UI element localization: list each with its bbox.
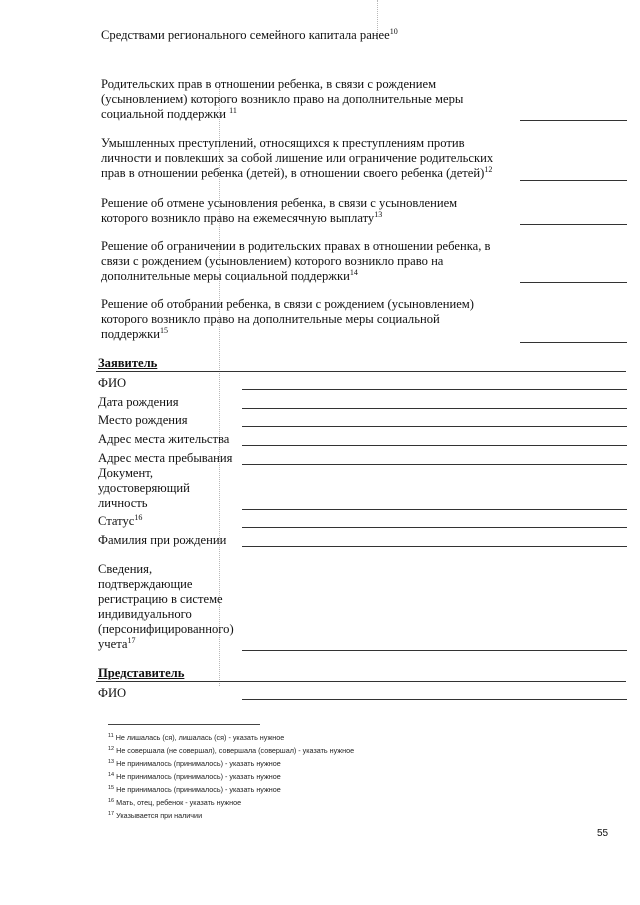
applicant-label-id-document-line-2: личность [98,496,148,510]
item-1-line-2: социальной поддержки $^{11}$ [101,106,237,121]
applicant-status-line[interactable] [242,527,627,528]
applicant-label-status: Статус$^{16}$ [98,513,143,528]
applicant-label-fio: ФИО [98,376,127,390]
applicant-label-stay-address: Адрес места пребывания [98,451,233,465]
applicant-registration-line[interactable] [242,650,627,651]
item-5-answer-line[interactable] [520,342,627,343]
applicant-label-id-document-line-1: удостоверяющий [98,481,190,495]
applicant-birth-date-line[interactable] [242,408,627,409]
applicant-id-document-line[interactable] [242,509,627,510]
item-5-line-1: которого возникло право на дополнительные меры социальной [101,312,440,326]
representative-heading: Представитель [98,666,185,680]
applicant-label-birth-place: Место рождения [98,413,188,427]
applicant-label-registration-line-4: (персонифицированного) [98,622,234,636]
footnote-11: $^{11}$ Не лишалась (ся), лишалась (ся) - указать нужное [108,733,285,742]
applicant-stay-address-line[interactable] [242,464,627,465]
item-1-answer-line[interactable] [520,120,627,121]
item-0-line-0: Средствами регионального семейного капитала ранее$^{10}$ [101,27,398,42]
applicant-label-id-document-line-0: Документ, [98,466,153,480]
applicant-label-registration-line-5: учета$^{17}$ [98,636,136,651]
item-4-line-2: дополнительные меры социальной поддержки$^{14}$ [101,268,358,283]
representative-label-fio: ФИО [98,686,127,700]
item-5-line-0: Решение об отобрании ребенка, в связи с рождением (усыновлением) [101,297,474,311]
item-1-line-0: Родительских прав в отношении ребенка, в связи с рождением [101,77,437,91]
item-2-line-2: прав в отношении ребенка (детей), в отношении своего ребенка (детей)$^{12}$ [101,165,493,180]
item-2-answer-line[interactable] [520,180,627,181]
applicant-label-registration-line-1: подтверждающие [98,577,193,591]
item-3-line-0: Решение об отмене усыновления ребенка, в связи с усыновлением [101,196,458,210]
applicant-label-residence-address: Адрес места жительства [98,432,230,446]
applicant-label-birth-date: Дата рождения [98,395,179,409]
page-number: 55 [597,828,609,839]
item-2-line-0: Умышленных преступлений, относящихся к преступлениям против [101,136,465,150]
applicant-heading: Заявитель [98,356,158,370]
footnote-17: $^{17}$ Указывается при наличии [108,811,203,820]
applicant-label-registration-line-2: регистрацию в системе [98,592,223,606]
applicant-birth-surname-line[interactable] [242,546,627,547]
representative-section-rule [96,681,626,682]
representative-fio-line[interactable] [242,699,627,700]
applicant-section-rule [96,371,626,372]
applicant-fio-line[interactable] [242,389,627,390]
footnote-13: $^{13}$ Не принималось (принималось) - указать нужное [108,759,281,768]
item-4-line-1: связи с рождением (усыновлением) которого возникло право на [101,254,444,268]
item-1-line-1: (усыновлением) которого возникло право на дополнительные меры [101,92,464,106]
item-3-line-1: которого возникло право на ежемесячную выплату$^{13}$ [101,210,383,225]
footnote-separator [108,724,260,725]
item-4-line-0: Решение об ограничении в родительских правах в отношении ребенка, в [101,239,491,253]
item-3-answer-line[interactable] [520,224,627,225]
applicant-label-registration-line-3: индивидуального [98,607,192,621]
applicant-label-registration-line-0: Сведения, [98,562,153,576]
applicant-birth-place-line[interactable] [242,426,627,427]
footnote-16: $^{16}$ Мать, отец, ребенок - указать нужное [108,798,242,807]
footnote-15: $^{15}$ Не принималось (принималось) - указать нужное [108,785,281,794]
footnote-12: $^{12}$ Не совершала (не совершал), совершала (совершал) - указать нужное [108,746,355,755]
item-4-answer-line[interactable] [520,282,627,283]
footnote-14: $^{14}$ Не принималось (принималось) - указать нужное [108,772,281,781]
applicant-label-birth-surname: Фамилия при рождении [98,533,227,547]
applicant-residence-address-line[interactable] [242,445,627,446]
item-5-line-2: поддержки$^{15}$ [101,326,168,341]
item-2-line-1: личности и повлекших за собой лишение или ограничение родительских [101,151,494,165]
